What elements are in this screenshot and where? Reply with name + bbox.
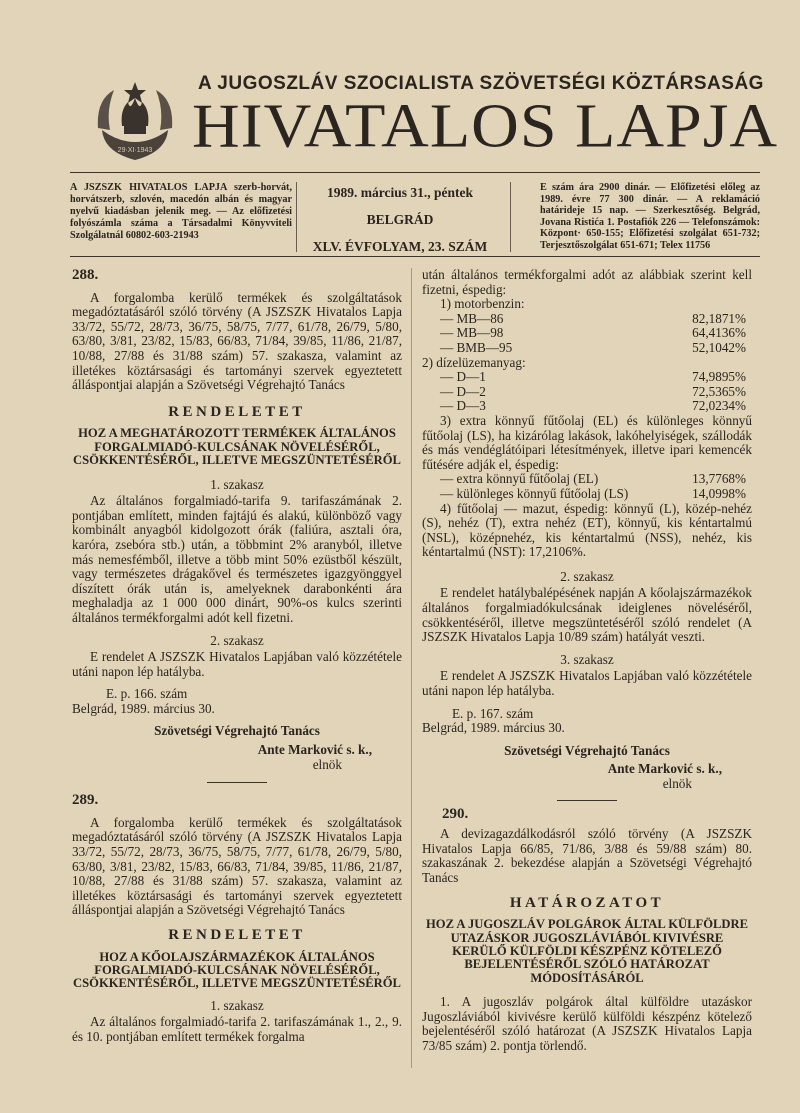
rate-label: — D—2 [440,383,486,399]
doc-289-heading: HOZ A KŐOLAJSZÁRMAZÉKOK ÁLTALÁNOS FORGALMIADÓ-KULCSÁNAK NÖVELÉSÉRŐL, CSÖKKENTÉSÉRŐL, ILLETVE MEGSZÜNTETÉSÉRŐL [73,949,401,991]
rate-row [422,370,752,385]
doc-288-heading: HOZ A MEGHATÁROZOTT TERMÉKEK ÁLTALÁNOS FORGALMIADÓ-KULCSÁNAK NÖVELÉSÉRŐL, CSÖKKENTÉSÉRŐL, ILLETVE MEGSZÜNTETÉSÉRŐL [73,426,401,468]
rate-value: 14,0998% [692,485,746,501]
doc-290-heading: HOZ A JUGOSZLÁV POLGÁROK ÁLTAL KÜLFÖLDRE UTAZÁSKOR JUGOSZLÁVIÁBÓL KIVIVÉSRE KERÜLŐ KÜLFÖLDI KÉSZPÉNZ KÖTELEZŐ BEJELENTÉSÉRŐL SZÓLÓ HATÁROZAT MÓDOSÍTÁSÁRÓL [425,917,749,985]
rate-value: 74,9895% [692,369,746,385]
issue-date: 1989. március 31., péntek [326,185,473,200]
rate-label: — MB—86 [440,310,504,326]
doc-288-section-2-text: E rendelet A JSZSZK Hivatalos Lapjában való közzététele utáni napon lép hatályba. [72,649,402,679]
header-divider-right [510,182,511,252]
doc-288-signer-title: elnök [312,756,342,772]
doc-separator [207,782,267,783]
doc-288-section-1: 1. szakasz [210,476,264,492]
subscription-info: A JSZSZK HIVATALOS LAPJA szerb-horvát, horvátszerb, szlovén, macedón albán és magyar nyelvű kiadásban jelenik meg. — Az előfizetési folyószámla száma a Társadalmi Könyvviteli Szolgálatnál 60802-603-21943 [70,182,292,241]
doc-289-section-3-text: E rendelet A JSZSZK Hivatalos Lapjában való közzététele utáni napon lép hatályba. [422,668,752,699]
doc-288-place: Belgrád, 1989. március 30. [72,700,215,716]
rate-label: — MB—98 [440,325,504,341]
emblem-date: 29·XI·1943 [117,147,153,154]
doc-number-289: 289. [72,792,99,809]
doc-289-ref: E. p. 167. szám [452,705,534,721]
rate-label: — D—3 [440,398,486,414]
header-rule-top [70,172,760,173]
price-info: E szám ára 2900 dinár. — Előfizetési előleg az 1989. évre 77 300 dinár. — A reklamáció határideje 15 nap. — Szerkesztőség. Belgrád, Jovana Ristića 1. Postafiók 226 — Telefonszámok: Központ· 650-155; Előfizetési szolgálat 651-732; Terjesztőszolgálat 651-671; Telex 11756 [540,182,760,251]
header-rule-bottom [70,256,760,257]
doc-289-continuation: után általános termékforgalmi adót az alábbiak szerint kell fizetni, éspedig: [422,267,752,297]
doc-289-section-1-text: Az általános forgalmiadó-tarifa 2. tarifaszámának 1., 2., 9. és 10. pontjában említett termékek forgalma [72,1014,402,1044]
doc-288-signer: Ante Marković s. k., [257,742,372,758]
doc-290-intro: A devizagazdálkodásról szóló törvény (A JSZSZK Hivatalos Lapja 66/85, 71/86, 3/88 és 59/88 szám) 80. szakaszának 2. bekezdése alapján a Szövetségi Végrehajtó Tanács [422,826,752,885]
doc-separator [557,800,617,801]
doc-289-intro: A forgalomba kerülő termékek és szolgáltatások megadóztatásáról szóló törvény (A JSZSZK Hivatalos Lapja 33/72, 55/72, 28/73, 36/75, 58/75, 7/77, 61/78, 26/79, 5/80, 63/80, 3/81, 23/82, 15/83, 66/83, 71/84, 39/85, 11/86, 21/87, 10/88, 27/88 és 31/88 szám) 57. szakasza, valamint az illetékes köztársasági és tartományi szervek egyeztetett álláspontjai alapján a Szövetségi Végrehajtó Tanács [72,814,402,918]
supertitle: A JUGOSZLÁV SZOCIALISTA SZÖVETSÉGI KÖZTÁRSASÁG [198,73,764,94]
rate-row [422,326,752,341]
doc-290-type: HATÁROZATOT [509,894,665,911]
doc-288-section-2: 2. szakasz [210,632,264,648]
doc-289-section-1: 1. szakasz [210,997,264,1013]
doc-290-section-1-text: 1. A jugoszláv polgárok által külföldre utazáskor Jugoszláviából kivivésre kerülő külföldi készpénz kötelező bejelentéséről szóló határozat (A JSZSZK Hivatalos Lapja 73/85 szám) 2. pontja törlendő. [422,994,752,1053]
rate-value: 72,5365% [692,383,746,399]
doc-289-section-3: 3. szakasz [560,651,614,667]
rate-label: — extra könnyű fűtőolaj (EL) [440,471,599,487]
doc-288-section-1-text: Az általános forgalmiadó-tarifa 9. tarifaszámának 2. pontjában említett, minden fajtájú és alakú, különböző vagy kombinált anyagból kidolgozott órák (faliúra, asztali óra, karóra, zsebóra stb.) után, a többmint 2% aranyból, illetve más nemesfémből, illetve a több mint 50% ezüstből készült, vagy természetes drágakővel és természetes igazgyönggyel díszített órák után is, amelyeknek darabonkénti ára meghaladja az 1 000 000 dinárt, 90%-os kulcs szerinti általános termékforgalmi adót kell fizetni. [72,493,402,625]
right-column [422,268,752,1054]
doc-number-288: 288. [72,267,99,283]
rate-label: — BMB—95 [440,339,513,355]
item-4: 4) fűtőolaj — mazut, éspedig: könnyű (L), közép-nehéz (S), nehéz (T), extra nehéz (ET), könnyű, kis kéntartalmú (NSL), középnehéz, kis kéntartalmú (NSS), nehéz, kis kéntartalmú (NST): 17,2106%. [422,500,752,560]
doc-288-council: Szövetségi Végrehajtó Tanács [154,723,320,739]
rate-row [422,312,752,327]
doc-289-section-2: 2. szakasz [560,568,614,584]
doc-289-council: Szövetségi Végrehajtó Tanács [504,742,670,758]
issue-volume: XLV. ÉVFOLYAM, 23. SZÁM [312,239,488,254]
rate-row [422,487,752,502]
rate-row [422,472,752,487]
doc-289-section-2-text: E rendelet hatálybalépésének napján A kőolajszármazékok általános forgalmiadókulcsának ideiglenes növeléséről, csökkentéséről, illetve megszüntetéséről szóló rendelet (A JSZSZK Hivatalos Lapja 10/89 szám) hatályát veszti. [422,585,752,645]
rate-label: — D—1 [440,369,486,385]
column-divider [411,268,412,1068]
rate-value: 13,7768% [692,471,746,487]
rate-label: — különleges könnyű fűtőolaj (LS) [440,485,629,501]
rate-value: 82,1871% [692,310,746,326]
state-emblem-icon [92,80,178,164]
doc-288-type: RENDELETET [168,403,306,420]
doc-289-signer-title: elnök [662,776,692,791]
rate-row [422,399,752,414]
rate-value: 64,4136% [692,325,746,341]
rate-value: 52,1042% [692,339,746,355]
doc-289-place: Belgrád, 1989. március 30. [422,720,565,736]
item-2: 2) dízelüzemanyag: [422,354,526,370]
issue-info [300,185,500,266]
item-3: 3) extra könnyű fűtőolaj (EL) és különleges könnyű fűtőolaj (LS), ha kizárólag lakások, lakóhelyiségek, szállodák és más vendéglátóipari létesítmények, illetve ipari kemencék fűtésére adják el, éspedig: [422,412,752,472]
doc-288-ref: E. p. 166. szám [106,686,188,702]
left-column [72,268,402,1045]
rate-row [422,385,752,400]
doc-number-290: 290. [442,805,469,822]
doc-289-signer: Ante Marković s. k., [607,761,722,777]
doc-288-intro: A forgalomba kerülő termékek és szolgáltatások megadóztatásáról szóló törvény (A JSZSZK Hivatalos Lapja 33/72, 55/72, 28/73, 36/75, 58/75, 7/77, 61/78, 26/79, 5/80, 63/80, 3/81, 23/82, 15/83, 66/83, 71/84, 39/85, 11/86, 21/87, 10/88, 27/88 és 31/88 szám) 57. szakasza, valamint az illetékes köztársasági és tartományi szervek egyeztetett álláspontjai alapján a Szövetségi Végrehajtó Tanács [72,289,402,393]
issue-city: BELGRÁD [366,212,434,227]
page-title: HIVATALOS LAPJA [192,91,779,161]
doc-289-type: RENDELETET [168,927,306,943]
header-divider-left [296,182,297,252]
rate-row [422,341,752,356]
rate-value: 72,0234% [692,398,746,414]
item-1: 1) motorbenzin: [440,296,525,312]
